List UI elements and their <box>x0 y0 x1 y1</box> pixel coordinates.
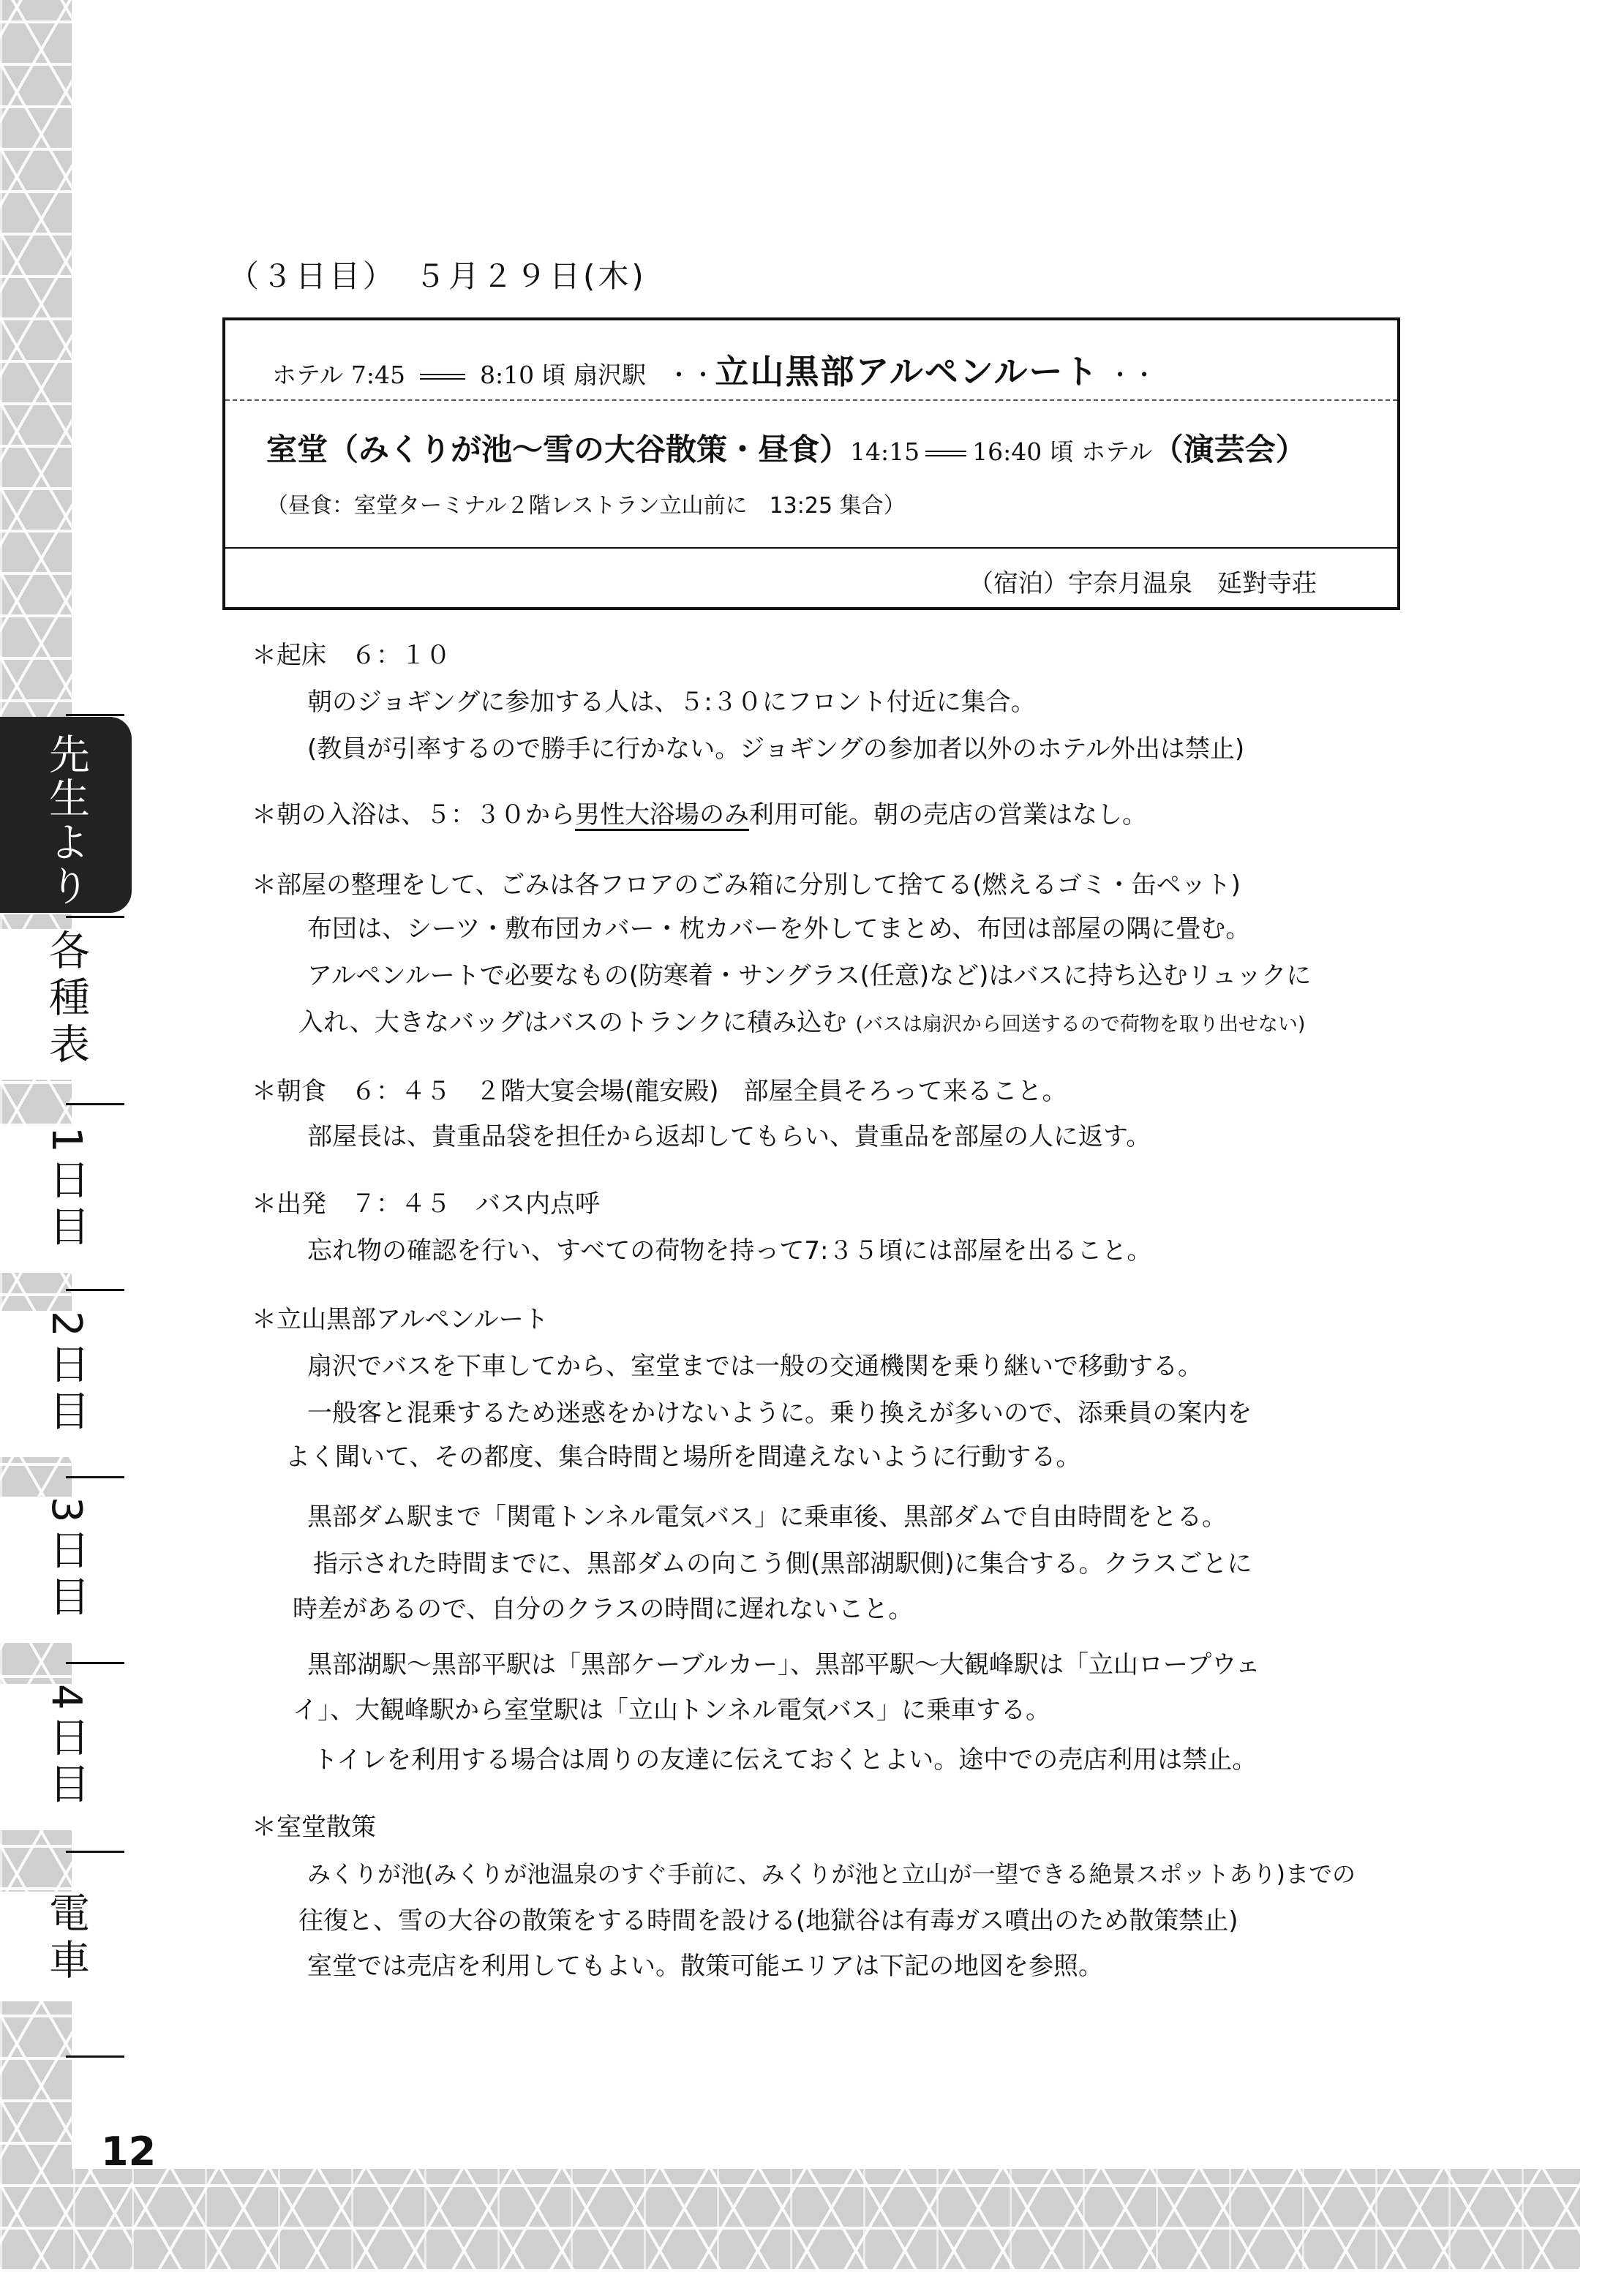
tab-label: 先生より <box>42 733 90 909</box>
tab-divider <box>66 1103 124 1105</box>
tab-divider <box>66 916 124 918</box>
alpine-line: 扇沢でバスを下車してから、室堂までは一般の交通機関を乗り継いで移動する。 <box>307 1352 1203 1381</box>
murodo-depart: 14:15 <box>850 437 920 466</box>
alpine-line: 黒部湖駅〜黒部平駅は「黒部ケーブルカー」、黒部平駅〜大観峰駅は「立山ロープウェ <box>307 1650 1260 1679</box>
section-bath <box>252 800 1147 830</box>
murodo-walk-line: みくりが池(みくりが池温泉のすぐ手前に、みくりが池と立山が一望できる絶景スポットあり)までの <box>307 1860 1356 1888</box>
tab-label: 4日目 <box>42 1684 90 1810</box>
tab-label: 各種表 <box>42 929 90 1069</box>
side-tab-background <box>72 0 132 2169</box>
room-line-main: 入れ、大きなバッグはバスのトランクに積み込む <box>298 1008 847 1037</box>
route-name: 立山黒部アルペンルート <box>715 352 1099 391</box>
tab-divider <box>66 2055 124 2058</box>
murodo-walk-line: 室堂では売店を利用してもよい。散策可能エリアは下記の地図を参照。 <box>307 1952 1103 1981</box>
tab-label: 2日目 <box>42 1311 90 1437</box>
room-line: アルペンルートで必要なもの(防寒着・サングラス(任意)など)はバスに持ち込むリュックに <box>307 961 1312 990</box>
room-line: 布団は、シーツ・敷布団カバー・枕カバーを外してまとめ、布団は部屋の隅に畳む。 <box>307 914 1251 944</box>
tab-label: 1日目 <box>42 1126 90 1252</box>
tab-day3[interactable] <box>0 1497 132 1643</box>
alpine-line: 時差があるので、自分のクラスの時間に遅れないこと。 <box>293 1595 914 1624</box>
tab-day2[interactable] <box>0 1311 132 1457</box>
bottom-pattern <box>132 2169 1580 2272</box>
section-title-room: ＊部屋の整理をして、ごみは各フロアのごみ箱に分別して捨てる(燃えるゴミ・缶ペット) <box>252 870 1241 900</box>
route-arrow <box>925 451 966 456</box>
section-title-departure: ＊出発 ７：４５ バス内点呼 <box>252 1189 600 1219</box>
page-number: 12 <box>101 2129 157 2175</box>
tab-day4[interactable] <box>0 1684 132 1830</box>
tab-divider <box>66 714 124 716</box>
section-title-breakfast: ＊朝食 ６：４５ ２階大宴会場(龍安殿) 部屋全員そろって来ること。 <box>252 1077 1067 1106</box>
wake-line: 朝のジョギングに参加する人は、５:３０にフロント付近に集合。 <box>307 688 1036 717</box>
hotel-arrive: 16:40 頃 ホテル <box>972 437 1153 466</box>
wake-line: (教員が引率するので勝手に行かない。ジョギングの参加者以外のホテル外出は禁止) <box>307 734 1245 764</box>
tab-divider <box>66 1476 124 1478</box>
transfer-line <box>272 345 1157 394</box>
section-title-wake: ＊起床 ６：１０ <box>252 641 451 670</box>
tab-day1[interactable] <box>0 1126 132 1273</box>
route-arrow <box>420 374 465 380</box>
schedule-row-lodging <box>225 549 1397 610</box>
dots: ・・ <box>1108 361 1157 389</box>
breakfast-line: 部屋長は、貴重品袋を担任から返却してもらい、貴重品を部屋の人に返す。 <box>307 1122 1151 1151</box>
murodo-place: 室堂（みくりが池〜雪の大谷散策・昼食） <box>266 432 851 467</box>
tab-train[interactable] <box>0 1892 132 2001</box>
murodo-walk-line: 往復と、雪の大谷の散策をする時間を設ける(地獄谷は有毒ガス噴出のため散策禁止) <box>298 1906 1238 1936</box>
alpine-line: 黒部ダム駅まで「関電トンネル電気バス」に乗車後、黒部ダムで自由時間をとる。 <box>307 1502 1227 1532</box>
alpine-line: 指示された時間までに、黒部ダムの向こう側(黒部湖駅側)に集合する。クラスごとに <box>313 1549 1252 1579</box>
tab-tables[interactable] <box>0 929 132 1080</box>
tab-divider <box>66 1851 124 1853</box>
bath-suffix: 利用可能。朝の売店の営業はなし。 <box>749 800 1147 830</box>
dots: ・・ <box>666 361 715 389</box>
day-heading: （３日目） ５月２９日(木) <box>228 258 647 294</box>
room-line <box>298 1008 1305 1039</box>
tab-label: 3日目 <box>42 1497 90 1622</box>
tab-divider <box>66 1289 124 1291</box>
lodging: （宿泊）宇奈月温泉 延對寺荘 <box>969 569 1317 598</box>
room-line-note: (バスは扇沢から回送するので荷物を取り出せない) <box>855 1013 1306 1036</box>
section-title-murodo: ＊室堂散策 <box>252 1813 376 1842</box>
bath-prefix: ＊朝の入浴は、５：３０から <box>252 800 575 830</box>
evening-event: （演芸会） <box>1152 432 1307 467</box>
alpine-line: よく聞いて、その都度、集合時間と場所を間違えないように行動する。 <box>285 1442 1081 1472</box>
departure-line: 忘れ物の確認を行い、すべての荷物を持って7:３５頃には部屋を出ること。 <box>307 1236 1152 1265</box>
murodo-line <box>266 426 1307 470</box>
tab-divider <box>66 1662 124 1664</box>
alpine-line: トイレを利用する場合は周りの友達に伝えておくとよい。途中での売店利用は禁止。 <box>313 1745 1258 1775</box>
station-time: 8:10 頃 扇沢駅 <box>479 361 647 389</box>
schedule-row-transfer <box>225 320 1397 401</box>
section-title-alpine: ＊立山黒部アルペンルート <box>252 1305 549 1334</box>
alpine-line: イ」、大観峰駅から室堂駅は「立山トンネル電気バス」に乗車する。 <box>293 1696 1050 1725</box>
tab-teacher[interactable] <box>0 717 132 913</box>
alpine-line: 一般客と混乗するため迷惑をかけないように。乗り換えが多いので、添乗員の案内を <box>307 1399 1252 1428</box>
bath-restriction: 男性大浴場のみ <box>575 800 749 830</box>
lunch-note: （昼食：室堂ターミナル２階レストラン立山前に 13:25 集合） <box>266 493 906 519</box>
hotel-depart-time: ホテル 7:45 <box>272 361 405 389</box>
schedule-box <box>222 317 1400 610</box>
tab-label: 電車 <box>42 1892 90 1985</box>
schedule-row-murodo <box>225 401 1397 549</box>
